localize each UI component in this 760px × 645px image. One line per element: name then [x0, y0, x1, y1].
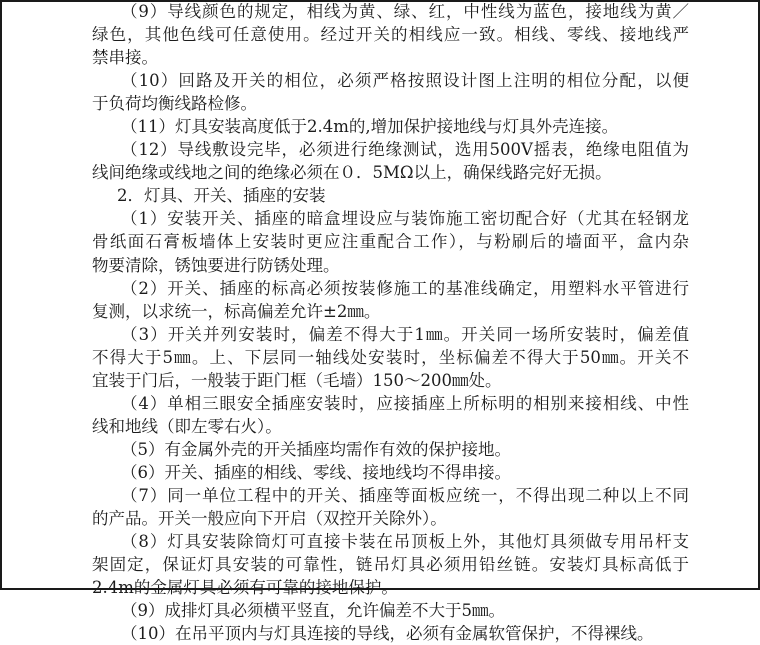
- text-line: 2．灯具、开关、插座的安装: [117, 186, 326, 206]
- text-line: 复测，以求统一，标高偏差允许±2㎜。: [92, 301, 381, 321]
- text-line: 线间绝缘或线地之间的绝缘必须在０．5MΩ以上，确保线路完好无损。: [92, 163, 612, 183]
- text-line: 物要清除，锈蚀要进行防锈处理。: [92, 255, 340, 275]
- paragraph: [92, 622, 689, 645]
- text-line: （2）开关、插座的标高必须按装修施工的基准线确定，用塑料水平管进行: [121, 278, 689, 298]
- text-line: （3）开关并列安装时，偏差不得大于1㎜。开关同一场所安装时，偏差值: [121, 324, 689, 344]
- text-line: 宜装于门后，一般装于距门框（毛墙）150～200㎜处。: [92, 370, 502, 390]
- paragraph: [92, 115, 689, 138]
- paragraph: [92, 69, 689, 115]
- text-line: 于负荷均衡线路检修。: [92, 94, 257, 114]
- paragraph: [92, 277, 689, 323]
- document-body: [92, 0, 689, 645]
- paragraph: [92, 392, 689, 438]
- text-line: 禁串接。: [92, 48, 158, 68]
- paragraph: [92, 207, 689, 276]
- paragraph: [92, 484, 689, 530]
- text-line: （11）灯具安装高度低于2.4m的,增加保护接地线与灯具外壳连接。: [121, 117, 619, 137]
- text-line: 架固定，保证灯具安装的可靠性，链吊灯具必须用铅丝链。安装灯具标高低于: [92, 555, 689, 575]
- text-line: （12）导线敷设完毕，必须进行绝缘测试，选用500V摇表，绝缘电阻值为: [121, 140, 689, 160]
- text-line: （8）灯具安装除筒灯可直接卡装在吊顶板上外，其他灯具须做专用吊杆支: [121, 532, 689, 552]
- section-heading: [92, 184, 689, 207]
- text-line: 2.4m的金属灯具必须有可靠的接地保护。: [92, 578, 398, 598]
- text-line: （9）导线颜色的规定，相线为黄、绿、红，中性线为蓝色，接地线为黄／: [121, 2, 689, 21]
- text-line: 线和地线（即左零右火）。: [92, 416, 282, 436]
- text-line: 绿色，其他色线可任意使用。经过开关的相线应一致。相线、零线、接地线严: [92, 25, 689, 45]
- paragraph: [92, 0, 689, 69]
- paragraph: [92, 461, 689, 484]
- text-line: （5）有金属外壳的开关插座均需作有效的保护接地。: [121, 439, 511, 459]
- text-line: （6）开关、插座的相线、零线、接地线均不得串接。: [121, 462, 511, 482]
- text-line: （7）同一单位工程中的开关、插座等面板应统一，不得出现二种以上不同: [121, 485, 689, 505]
- paragraph: [92, 138, 689, 184]
- paragraph: [92, 599, 689, 622]
- text-line: （4）单相三眼安全插座安装时，应接插座上所标明的相别来接相线、中性: [121, 393, 689, 413]
- text-line: 骨纸面石膏板墙体上安装时更应注重配合工作），与粉刷后的墙面平，盒内杂: [92, 232, 689, 252]
- text-line: 的产品。开关一般应向下开启（双控开关除外）。: [92, 509, 447, 529]
- text-line: （10）在吊平顶内与灯具连接的导线，必须有金属软管保护，不得裸线。: [121, 624, 654, 644]
- text-line: 不得大于5㎜。上、下层同一轴线处安装时，坐标偏差不得大于50㎜。开关不: [92, 347, 689, 367]
- paragraph: [92, 530, 689, 599]
- paragraph: [92, 438, 689, 461]
- text-line: （9）成排灯具必须横平竖直，允许偏差不大于5㎜。: [121, 601, 505, 621]
- paragraph: [92, 323, 689, 392]
- text-line: （10）回路及开关的相位，必须严格按照设计图上注明的相位分配，以便: [121, 71, 689, 91]
- text-line: （1）安装开关、插座的暗盒埋设应与装饰施工密切配合好（尤其在轻钢龙: [121, 209, 689, 229]
